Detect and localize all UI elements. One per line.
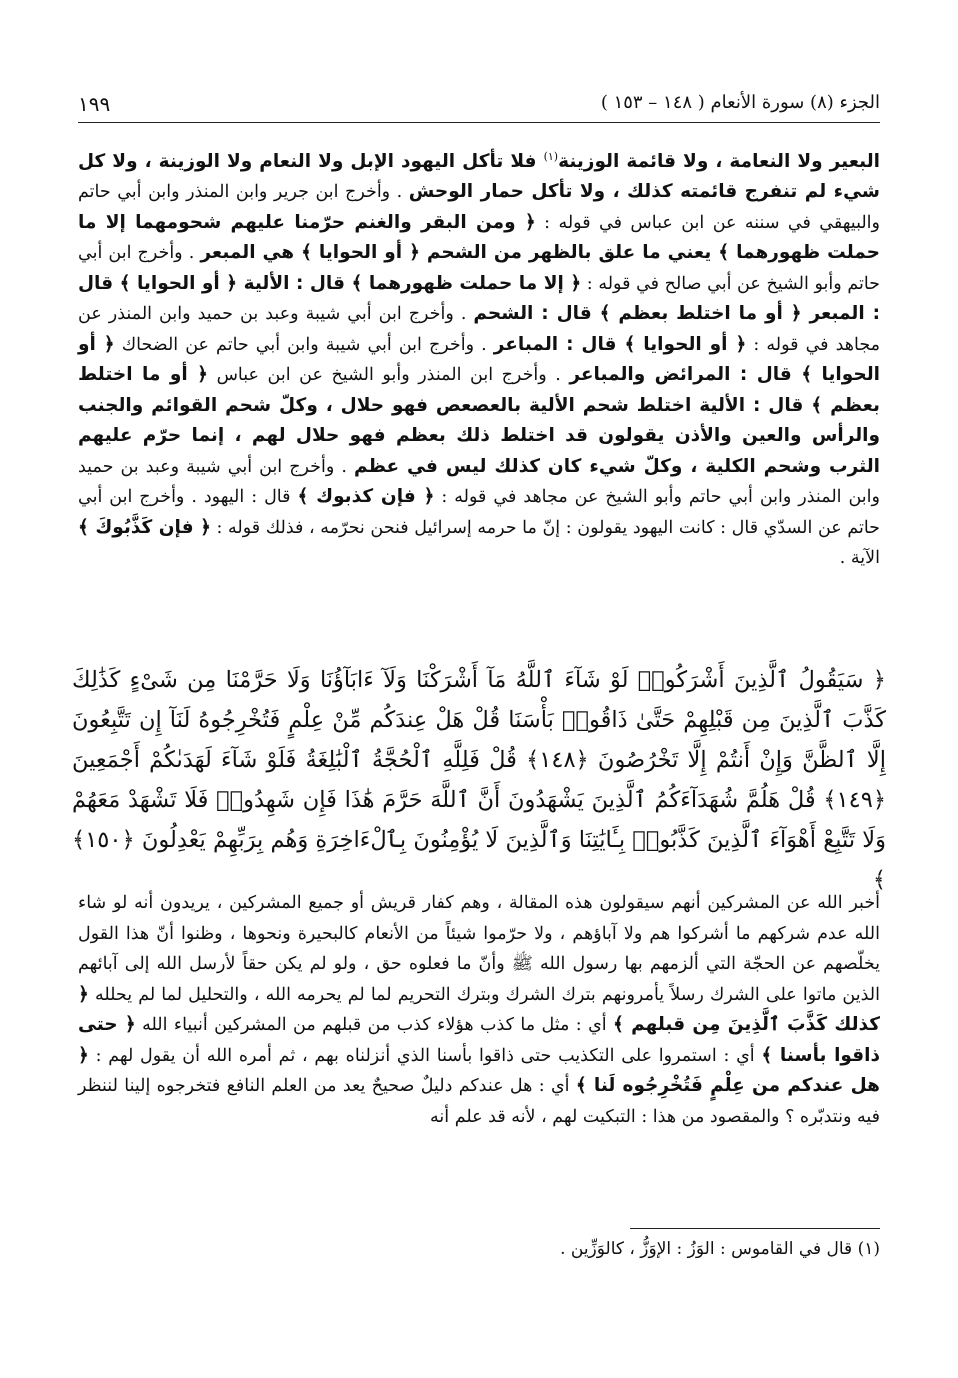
body-text: الآية . — [839, 548, 880, 569]
body-text: . وأخرج ابن أبي شيبة وابن أبي حاتم عن الضحاك — [114, 334, 494, 355]
bold-text: البعير ولا النعامة ، ولا قائمة الوزينة — [558, 150, 880, 172]
bold-text: فلا تأكل اليهود الإبل ولا النعام ولا الوزينة ، ولا كل شيء لم تنفرج قائمته كذلك ، ولا تأكل حمار الوحش — [78, 150, 880, 203]
page-header — [78, 88, 880, 123]
page-number: ١٩٩ — [78, 92, 111, 116]
body-text: . وأخرج ابن أبي شيبة وعبد بن حميد وابن المنذر عن مجاهد في قوله : — [78, 304, 881, 355]
body-text: أخبر الله عن المشركين أنهم سيقولون هذه المقالة ، وهم كفار قريش أو جميع المشركين ، يريدون أنه لو شاء الله عدم شركهم ما أشركوا هم ولا آباؤهم ، ولا حرّموا شيئاً من الأنعام كالبحيرة ونحوها ، وظنوا أنّ هذا القول يخلّصهم عن الحجّة التي ألزمهم بها رسول الله ﷺ وأنّ ما فعلوه حق ، ولو لم يكن حقاً لأرسل الله إلى آبائهم الذين ماتوا على الشرك رسلاً يأمرونهم بترك الشرك وبترك التحريم لما لم يحرمه الله ، والتحليل لما لم يحلله — [78, 893, 880, 1005]
quran-quote: ﴿ حتى ذاقوا بأسنا ﴾ — [78, 1014, 880, 1066]
body-text: أي : مثل ما كذب هؤلاء كذب من قبلهم من المشركين أنبياء الله — [135, 1015, 614, 1035]
commentary-paragraph-2 — [78, 888, 880, 1132]
body-text: . وأخرج ابن أبي حاتم وأبو الشيخ عن أبي صالح في قوله : — [78, 243, 880, 294]
quran-quote: ﴿ كذلك كَذَّبَ ٱلَّذِينَ مِن قبلهم ﴾ — [78, 983, 880, 1035]
running-title: الجزء (٨) سورة الأنعام ( ١٤٨ – ١٥٣ ) — [600, 92, 880, 113]
body-text: . وأخرج ابن جرير وابن المنذر وابن أبي حاتم والبيهقي في سننه عن ابن عباس في قوله : — [78, 182, 880, 233]
quran-quote: ﴿ أو ما اختلط بعظم ﴾ قال : الألية اختلط شحم الألية بالعصعص فهو حلال ، وكلّ شحم القوائم والجنب والرأس والعين والأذن يقولون قد اختلط ذلك بعظم فهو حلال لهم ، إنما حرّم عليهم الثرب وشحم الكلية ، وكلّ شيء كان كذلك ليس في عظم — [78, 364, 880, 477]
footnote-divider — [630, 1228, 880, 1229]
quran-quote: ﴿ إلا ما حملت ظهورهما ﴾ قال : الألية ﴿ أو الحوايا ﴾ قال : المبعر ﴿ أو ما اختلط بعظم ﴾ قال : الشحم — [78, 272, 880, 325]
quran-quote: ﴿ فإن كذبوك ﴾ — [297, 486, 435, 508]
body-text: قال : اليهود . وأخرج ابن أبي حاتم عن السدّي قال : كانت اليهود يقولون : إنّ ما حرمه إسرائيل فنحن نحرّمه ، فذلك قوله : — [78, 487, 880, 538]
body-text: . وأخرج ابن المنذر وأبو الشيخ عن ابن عباس — [208, 365, 570, 386]
commentary-paragraph-1 — [78, 142, 880, 574]
body-text: أي : هل عندكم دليلٌ صحيحٌ يعد من العلم النافع فتخرجوه إلينا لننظر فيه ونتدبّره ؟ والمقصود من هذا : التبكيت لهم ، لأنه قد علم أنه — [78, 1076, 880, 1127]
body-text: . وأخرج ابن أبي شيبة وعبد بن حميد وابن المنذر وابن أبي حاتم وأبو الشيخ عن مجاهد في قوله : — [78, 456, 880, 508]
quran-verse-block: ﴿ سَيَقُولُ ٱلَّذِينَ أَشْرَكُوا۟ لَوْ شَآءَ ٱللَّهُ مَآ أَشْرَكْنَا وَلَآ ءَابَآؤُنَا وَلَا حَرَّمْنَا مِن شَىْءٍ كَذَٰلِكَ كَذَّبَ ٱلَّذِينَ مِن قَبْلِهِمْ حَتَّىٰ ذَاقُوا۟ بَأْسَنَا قُلْ هَلْ عِندَكُم مِّنْ عِلْمٍ فَتُخْرِجُوهُ لَنَآ إِن تَتَّبِعُونَ إِلَّا ٱلظَّنَّ وَإِنْ أَنتُمْ إِلَّا تَخْرُصُونَ ﴿١٤٨﴾ قُلْ فَلِلَّهِ ٱلْحُجَّةُ ٱلْبَٰلِغَةُ فَلَوْ شَآءَ لَهَدَىٰكُمْ أَجْمَعِينَ ﴿١٤٩﴾ قُلْ هَلُمَّ شُهَدَآءَكُمُ ٱلَّذِينَ يَشْهَدُونَ أَنَّ ٱللَّهَ حَرَّمَ هَٰذَا فَإِن شَهِدُوا۟ فَلَا تَشْهَدْ مَعَهُمْ وَلَا تَتَّبِعْ أَهْوَآءَ ٱلَّذِينَ كَذَّبُوا۟ بِـَٔايَٰتِنَا وَٱلَّذِينَ لَا يُؤْمِنُونَ بِٱلْءَاخِرَةِ وَهُم بِرَبِّهِمْ يَعْدِلُونَ ﴿١٥٠﴾ ﴾ — [72, 667, 886, 893]
body-text: أي : استمروا على التكذيب حتى ذاقوا بأسنا الذي أنزلناه بهم ، ثم أمره الله أن يقول لهم : — [88, 1045, 762, 1066]
quran-quote: ﴿ فإن كَذَّبُوكَ ﴾ — [78, 516, 211, 538]
footnote-marker: (١) — [543, 150, 559, 163]
footnote: (١) قال في القاموس : الوَزُ : الإوَزُّ ، كالوَزِّين . — [560, 1239, 880, 1259]
quran-quote: ﴿ ومن البقر والغنم حرّمنا عليهم شحومهما إلا ما حملت ظهورهما ﴾ يعني ما علق بالظهر من الشحم ﴿ أو الحوايا ﴾ هي المبعر — [78, 211, 880, 264]
quran-quote: ﴿ هل عندكم من عِلْمٍ فَتُخْرِجُوه لَنا ﴾ — [78, 1044, 880, 1096]
quran-quote: ﴿ أو الحوايا ﴾ قال : المباعر — [493, 333, 747, 355]
quran-quote: ﴿ أو الحوايا ﴾ قال : المرائض والمباعر — [78, 333, 880, 386]
